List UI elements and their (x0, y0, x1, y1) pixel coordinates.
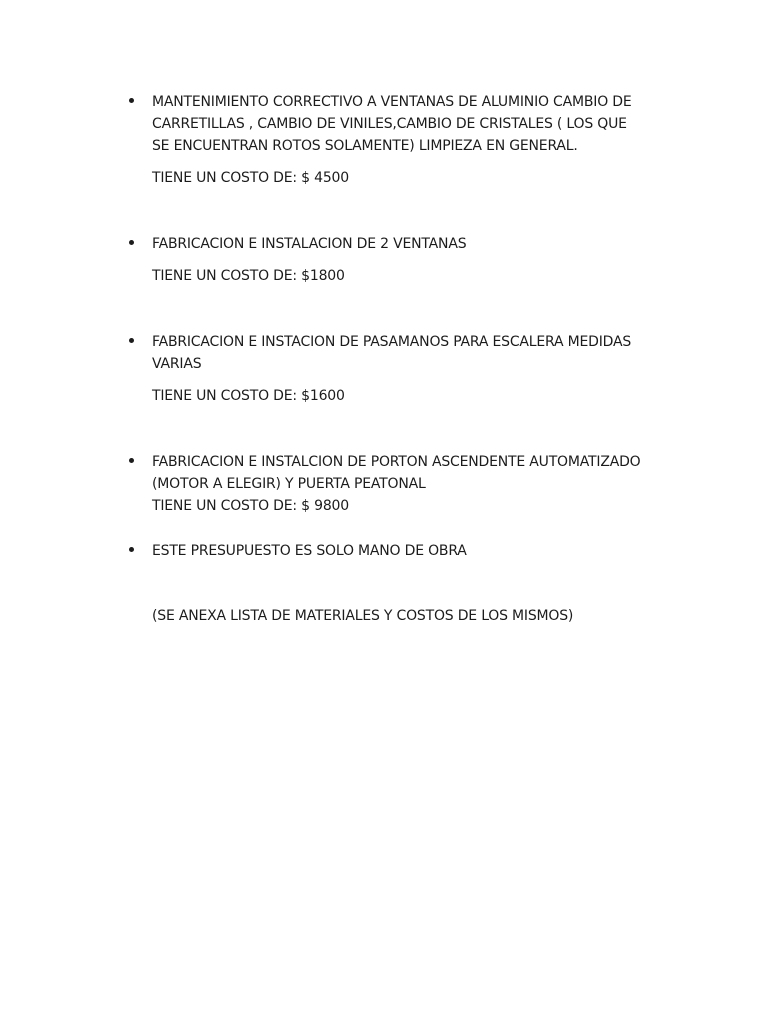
budget-item (152, 233, 642, 287)
item-description: ESTE PRESUPUESTO ES SOLO MANO DE OBRA (152, 543, 467, 559)
budget-item (152, 91, 642, 189)
budget-item (152, 451, 642, 517)
bullet-icon (129, 233, 137, 241)
bullet-icon (129, 451, 137, 459)
item-cost: TIENE UN COSTO DE: $ 4500 (152, 170, 349, 186)
bullet-icon (129, 91, 137, 99)
item-description: FABRICACION E INSTALCION DE PORTON ASCENDENTE AUTOMATIZADO (MOTOR A ELEGIR) Y PUERTA PEATONAL (152, 454, 641, 492)
item-cost: TIENE UN COSTO DE: $ 9800 (152, 498, 349, 514)
item-description: FABRICACION E INSTACION DE PASAMANOS PARA ESCALERA MEDIDAS VARIAS (152, 334, 632, 372)
bullet-icon (129, 540, 137, 548)
bullet-icon (129, 331, 137, 339)
item-cost: TIENE UN COSTO DE: $1600 (152, 388, 345, 404)
item-description: MANTENIMIENTO CORRECTIVO A VENTANAS DE ALUMINIO CAMBIO DE CARRETILLAS , CAMBIO DE VINILES,CAMBIO DE CRISTALES ( LOS QUE SE ENCUENTRAN ROTOS SOLAMENTE) LIMPIEZA EN GENERAL. (152, 94, 632, 154)
item-cost: TIENE UN COSTO DE: $1800 (152, 268, 345, 284)
item-description: FABRICACION E INSTALACION DE 2 VENTANAS (152, 236, 467, 252)
budget-item (152, 540, 642, 562)
annex-note: (SE ANEXA LISTA DE MATERIALES Y COSTOS DE LOS MISMOS) (152, 608, 574, 624)
budget-item (152, 331, 642, 407)
